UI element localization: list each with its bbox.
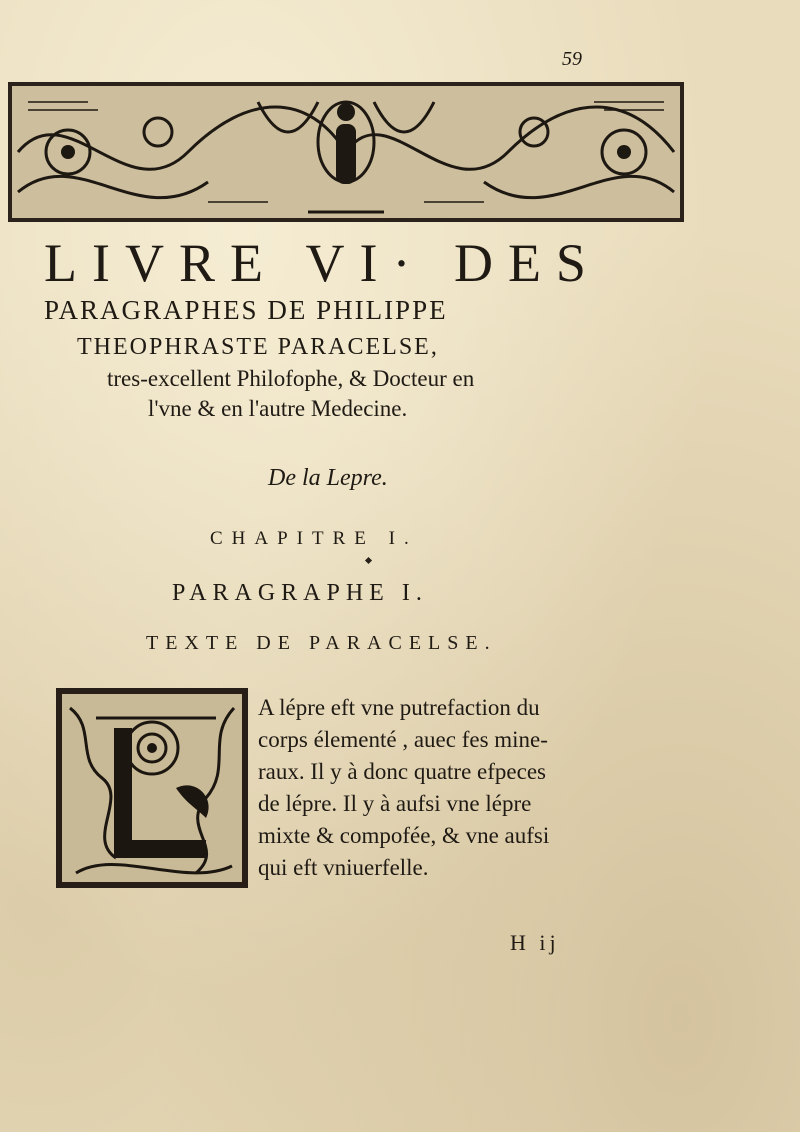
body-text [258,692,638,884]
body-line: raux. Il y à donc quatre efpeces [258,759,546,784]
subtitle-line-4: l'vne & en l'autre Medecine. [148,396,408,421]
paragraph-heading: PARAGRAPHE I. [172,580,428,606]
body-line: de lépre. Il y à aufsi vne lépre [258,791,532,816]
chapter-heading: CHAPITRE I. [210,528,418,549]
ornament-dot [365,557,372,564]
section-title: De la Lepre. [268,465,388,491]
book-title: LIVRE VI· DES [44,233,601,293]
subtitle-line-1: PARAGRAPHES DE PHILIPPE [44,295,448,325]
body-line: mixte & compofée, & vne aufsi [258,823,550,848]
body-line: qui eft vniuerfelle. [258,855,429,880]
body-line: corps élementé , auec fes mine- [258,727,548,752]
signature-mark: H ij [510,930,560,955]
page-number: 59 [562,48,582,70]
subtitle-line-3: tres-excellent Philofophe, & Docteur en [107,366,475,391]
decorated-initial-icon [56,688,248,888]
body-line: A lépre eft vne putrefaction du [258,695,540,720]
ornamental-headpiece [8,82,684,222]
text-heading: TEXTE DE PARACELSE. [146,632,497,654]
subtitle-line-2: THEOPHRASTE PARACELSE, [77,334,439,360]
